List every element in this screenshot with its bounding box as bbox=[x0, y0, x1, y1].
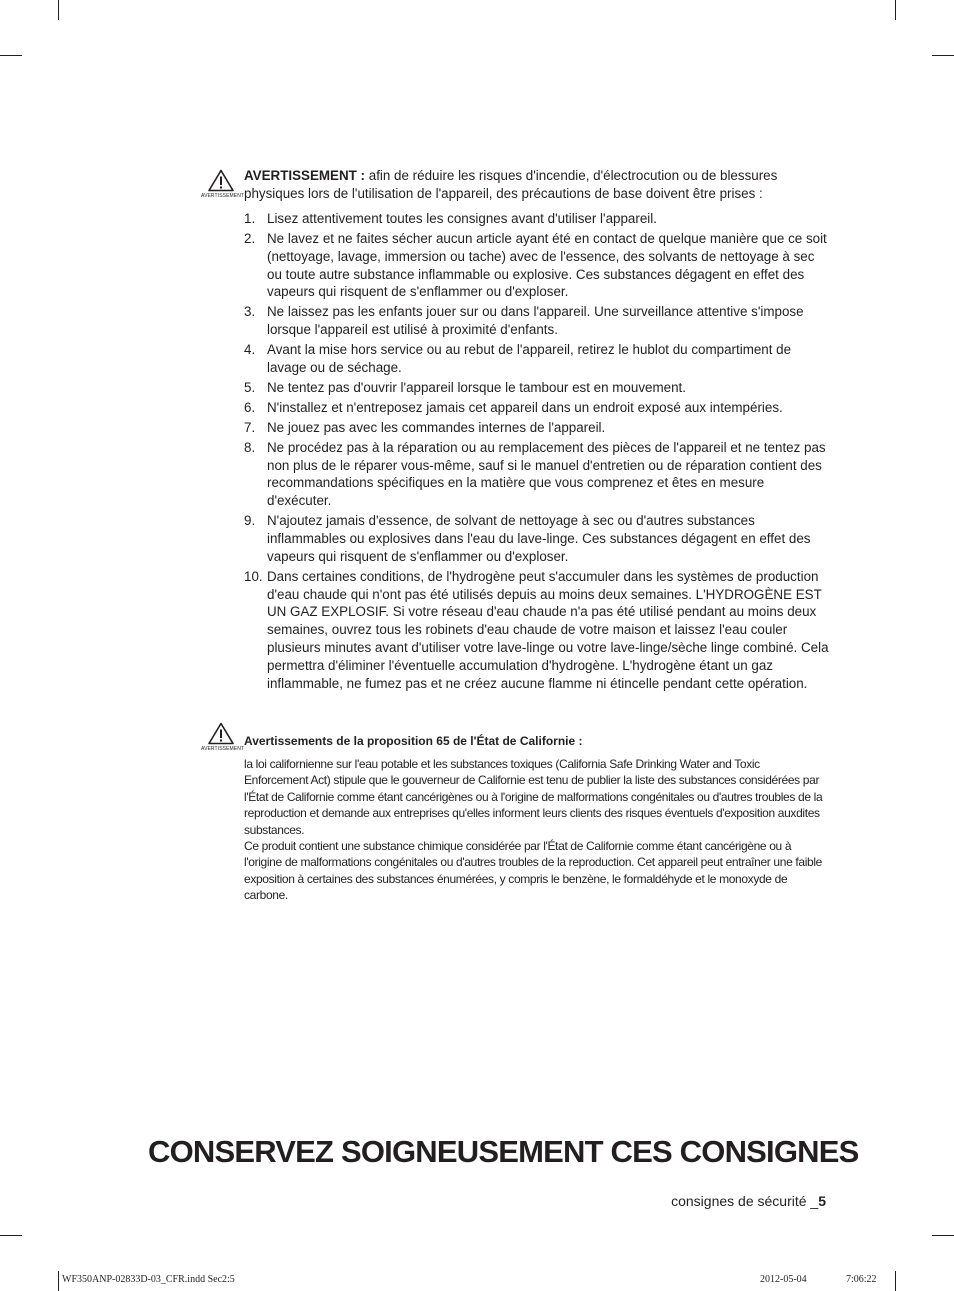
list-item bbox=[244, 419, 830, 437]
warning-icon bbox=[201, 169, 245, 199]
list-item bbox=[244, 568, 830, 693]
warning-intro bbox=[244, 167, 830, 203]
crop-mark bbox=[0, 1235, 22, 1236]
crop-mark bbox=[895, 0, 896, 20]
item-number: 10. bbox=[244, 568, 263, 584]
list-item bbox=[244, 341, 830, 377]
item-number: 8. bbox=[244, 439, 256, 455]
list-item bbox=[244, 512, 830, 565]
warning-triangle-icon bbox=[208, 169, 234, 192]
print-slug-date: 2012-05-04 bbox=[760, 1274, 807, 1285]
page-footer bbox=[671, 1191, 826, 1211]
item-number: 7. bbox=[244, 419, 256, 435]
crop-mark bbox=[932, 55, 954, 56]
item-number: 3. bbox=[244, 304, 256, 320]
item-number: 2. bbox=[244, 230, 256, 246]
item-text: Dans certaines conditions, de l'hydrogène peut s'accumuler dans les systèmes de production d'eau chaude qui n'ont pas été utilisés depuis au moins deux semaines. L'HYDROGÈNE EST UN GAZ EXPLOSIF. Si votre réseau d'eau chaude n'a pas été utilisé pendant au moins deux semaines, ouvrez tous les robinets d'eau chaude de votre maison et laissez l'eau couler plusieurs minutes avant d'utiliser votre lave-linge ou votre lave-linge/sèche linge combiné. Cela permettra d'éliminer l'éventuelle accumulation d'hydrogène. L'hydrogène étant un gaz inflammable, ne fumez pas et ne créez aucune flamme ni étincelle pendant cette opération. bbox=[267, 568, 829, 691]
item-text: Ne laissez pas les enfants jouer sur ou dans l'appareil. Une surveillance attentive s'impose lorsque l'appareil est utilisé à proximité d'enfants. bbox=[267, 304, 804, 338]
list-item bbox=[244, 399, 830, 417]
prop65-paragraph: Ce produit contient une substance chimique considérée par l'État de Californie comme étant cancérigène ou à l'origine de malformations congénitales ou d'autres troubles de la reproduction. Cet appareil peut entraîner une faible exposition à certaines des substances énumérées, y compris le benzène, le formaldéhyde et le monoxyde de carbone. bbox=[244, 839, 822, 903]
crop-mark bbox=[932, 1235, 954, 1236]
print-slug-file: WF350ANP-02833D-03_CFR.indd Sec2:5 bbox=[62, 1274, 235, 1285]
item-number: 9. bbox=[244, 513, 256, 529]
list-item bbox=[244, 210, 830, 228]
item-text: N'ajoutez jamais d'essence, de solvant de nettoyage à sec ou d'autres substances inflammables ou explosives dans l'eau du lave-linge. Ces substances dégagent en effet des vapeurs qui risquent de s'enflammer ou d'exploser. bbox=[267, 513, 811, 564]
crop-mark bbox=[58, 0, 59, 20]
list-item bbox=[244, 379, 830, 397]
item-text: Ne jouez pas avec les commandes internes de l'appareil. bbox=[267, 419, 606, 435]
item-number: 6. bbox=[244, 399, 256, 415]
item-number: 5. bbox=[244, 379, 256, 395]
item-text: Avant la mise hors service ou au rebut de l'appareil, retirez le hublot du compartiment de lavage ou de séchage. bbox=[267, 342, 792, 375]
item-text: Lisez attentivement toutes les consignes avant d'utiliser l'appareil. bbox=[267, 211, 657, 226]
page-number: 5 bbox=[818, 1193, 826, 1209]
safety-instructions-list bbox=[244, 210, 830, 695]
page-title: CONSERVEZ SOIGNEUSEMENT CES CONSIGNES bbox=[148, 1134, 859, 1169]
warning-icon-caption: AVERTISSEMENT bbox=[201, 193, 245, 199]
prop65-paragraph: la loi californienne sur l'eau potable et les substances toxiques (California Safe Drinking Water and Toxic Enforcement Act) stipule que le gouverneur de Californie est tenu de publier la liste des substances considérées par l'État de Californie comme étant cancérigènes ou à l'origine de malformations congénitales ou d'autres troubles de la reproduction et demande aux entreprises qu'elles informent leurs clients des risques éventuels d'exposition auxdites substances. bbox=[244, 757, 823, 837]
prop65-body bbox=[244, 756, 824, 904]
crop-mark bbox=[895, 1271, 896, 1291]
warning-icon-caption: AVERTISSEMENT bbox=[201, 746, 245, 752]
warning-icon bbox=[201, 722, 245, 752]
crop-mark bbox=[0, 55, 22, 56]
item-text: Ne procédez pas à la réparation ou au remplacement des pièces de l'appareil et ne tentez pas non plus de le réparer vous-même, sauf si le manuel d'entretien ou de réparation contient des recommandations spécifiques en la matière que vous comprenez et êtes en mesure d'exécuter. bbox=[267, 439, 826, 509]
item-text: Ne tentez pas d'ouvrir l'appareil lorsque le tambour est en mouvement. bbox=[267, 379, 686, 395]
list-item bbox=[244, 303, 830, 339]
item-text: Ne lavez et ne faites sécher aucun article ayant été en contact de quelque manière que ce soit (nettoyage, lavage, immersion ou tache) avec de l'essence, des solvants de nettoyage à sec ou toute autre substance inflammable ou explosive. Ces substances dégagent en effet des vapeurs qui risquent de s'enflammer ou d'exploser. bbox=[267, 230, 827, 300]
crop-mark bbox=[58, 1271, 59, 1291]
prop65-title: Avertissements de la proposition 65 de l'État de Californie : bbox=[244, 734, 583, 748]
list-item bbox=[244, 439, 830, 510]
warning-label: AVERTISSEMENT : bbox=[244, 168, 366, 183]
warning-triangle-icon bbox=[208, 722, 234, 745]
item-number: 4. bbox=[244, 342, 256, 358]
item-text: N'installez et n'entreposez jamais cet appareil dans un endroit exposé aux intempéries. bbox=[267, 399, 783, 415]
list-item bbox=[244, 230, 830, 301]
warning-intro-text: afin de réduire les risques d'incendie, d'électrocution ou de blessures physiques lors de l'utilisation de l'appareil, des précautions de base doivent être prises : bbox=[244, 168, 778, 201]
print-slug-time: 7:06:22 bbox=[846, 1274, 877, 1285]
item-number: 1. bbox=[244, 211, 256, 226]
footer-section: consignes de sécurité _ bbox=[671, 1193, 819, 1209]
